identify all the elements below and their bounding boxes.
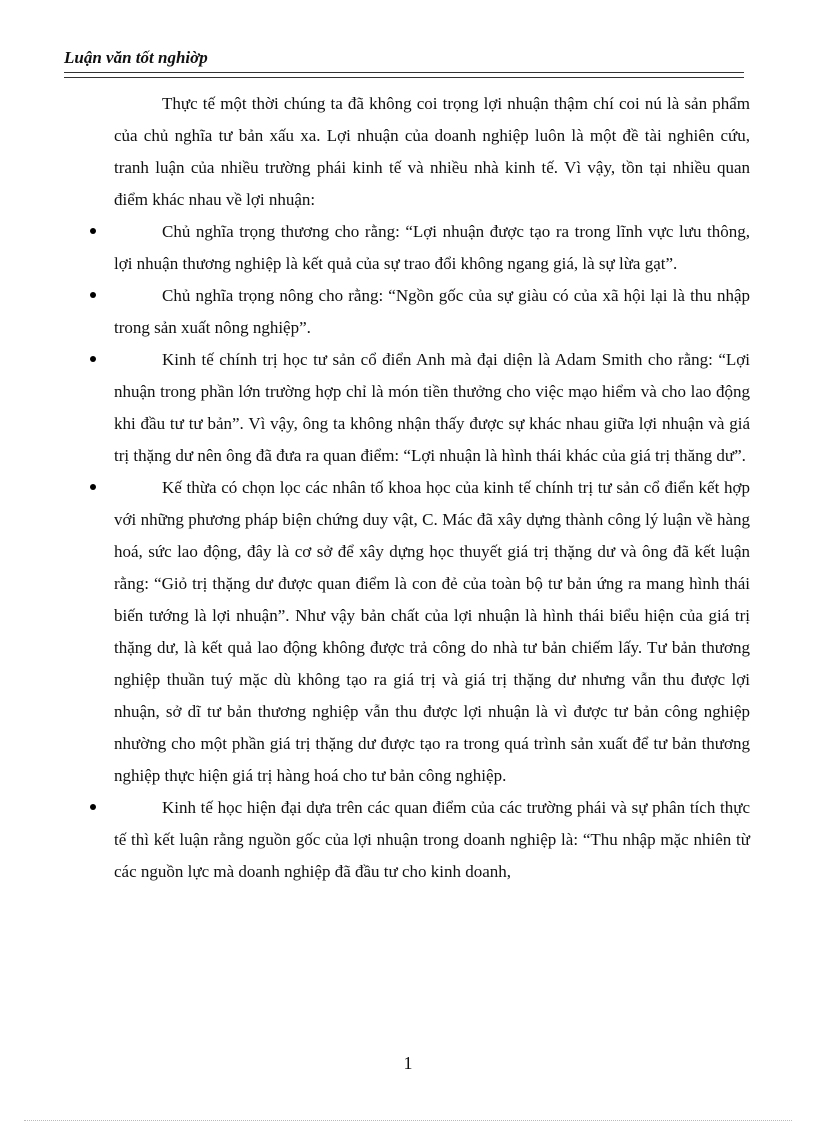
bullet-text: Kế thừa có chọn lọc các nhân tố khoa học của kinh tế chính trị tư sản cổ điển kết hợp với những phương pháp biện chứng duy vật, C. Mác đã xây dựng thành công lý luận về hàng hoá, sức lao động, đây là cơ sở để xây dựng học thuyết giá trị thặng dư và ông đã kết luận rằng: “Giỏ trị thặng dư được quan điểm là con đẻ của toàn bộ tư bản ứng ra mang hình thái biến tướng là lợi nhuận”. Như vậy bản chất của lợi nhuận là hình thái biểu hiện của giá trị thặng dư, là kết quả lao động không được trả công do nhà tư bản chiếm lấy. Tư bản thương nghiệp thuần tuý mặc dù không tạo ra giá trị và giá trị thặng dư nhưng vẫn thu được lợi nhuận, sở dĩ tư bản thương nghiệp vẫn thu được lợi nhuận là vì được tư bản công nghiệp nhường cho một phần giá trị thặng dư được tạo ra trong quá trình sản xuất để tư bản thương nghiệp thực hiện giá trị hàng hoá cho tư bản công nghiệp. [114, 478, 750, 785]
document-body [114, 88, 750, 888]
bullet-item-classical-economics [114, 344, 750, 472]
page-bottom-border [24, 1120, 792, 1121]
bullet-text: Chủ nghĩa trọng nông cho rằng: “Ngồn gốc của sự giàu có của xã hội lại là thu nhập trong sản xuất nông nghiệp”. [114, 286, 750, 337]
page-number: 1 [403, 1053, 413, 1073]
bullet-item-physiocracy [114, 280, 750, 344]
bullet-text: Kinh tế chính trị học tư sản cổ điển Anh mà đại diện là Adam Smith cho rằng: “Lợi nhuận trong phần lớn trường hợp chỉ là món tiền thưởng cho việc mạo hiểm và cho lao động khi đầu tư tư bản”. Vì vậy, ông ta không nhận thấy được sự khác nhau giữa lợi nhuận và giá trị thặng dư nên ông đã đưa ra quan điểm: “Lợi nhuận là hình thái khác của giá trị thăng dư”. [114, 350, 750, 465]
bullet-item-modern-economics [114, 792, 750, 888]
bullet-item-mercantilism [114, 216, 750, 280]
intro-paragraph: Thực tế một thời chúng ta đã không coi trọng lợi nhuận thậm chí coi nú là sản phẩm của chủ nghĩa tư bản xấu xa. Lợi nhuận của doanh nghiệp luôn là một đề tài nghiên cứu, tranh luận của nhiều trường phái kinh tế và nhiều nhà kinh tế. Vì vậy, tồn tại nhiều quan điểm khác nhau về lợi nhuận: [114, 94, 750, 209]
document-header-title: Luận văn tốt nghiờp [64, 48, 208, 67]
bullet-item-marxism [114, 472, 750, 792]
bullet-text: Chủ nghĩa trọng thương cho rằng: “Lợi nhuận được tạo ra trong lĩnh vực lưu thông, lợi nhuận thương nghiệp là kết quả của sự trao đổi không ngang giá, là sự lừa gạt”. [114, 222, 750, 273]
header-double-rule [64, 72, 744, 78]
viewpoints-bullet-list [114, 216, 750, 888]
bullet-text: Kinh tế học hiện đại dựa trên các quan điểm của các trường phái và sự phân tích thực tế thì kết luận rằng nguồn gốc của lợi nhuận trong doanh nghiệp là: “Thu nhập mặc nhiên từ các nguồn lực mà doanh nghiệp đã đầu tư cho kinh doanh, [114, 798, 750, 881]
